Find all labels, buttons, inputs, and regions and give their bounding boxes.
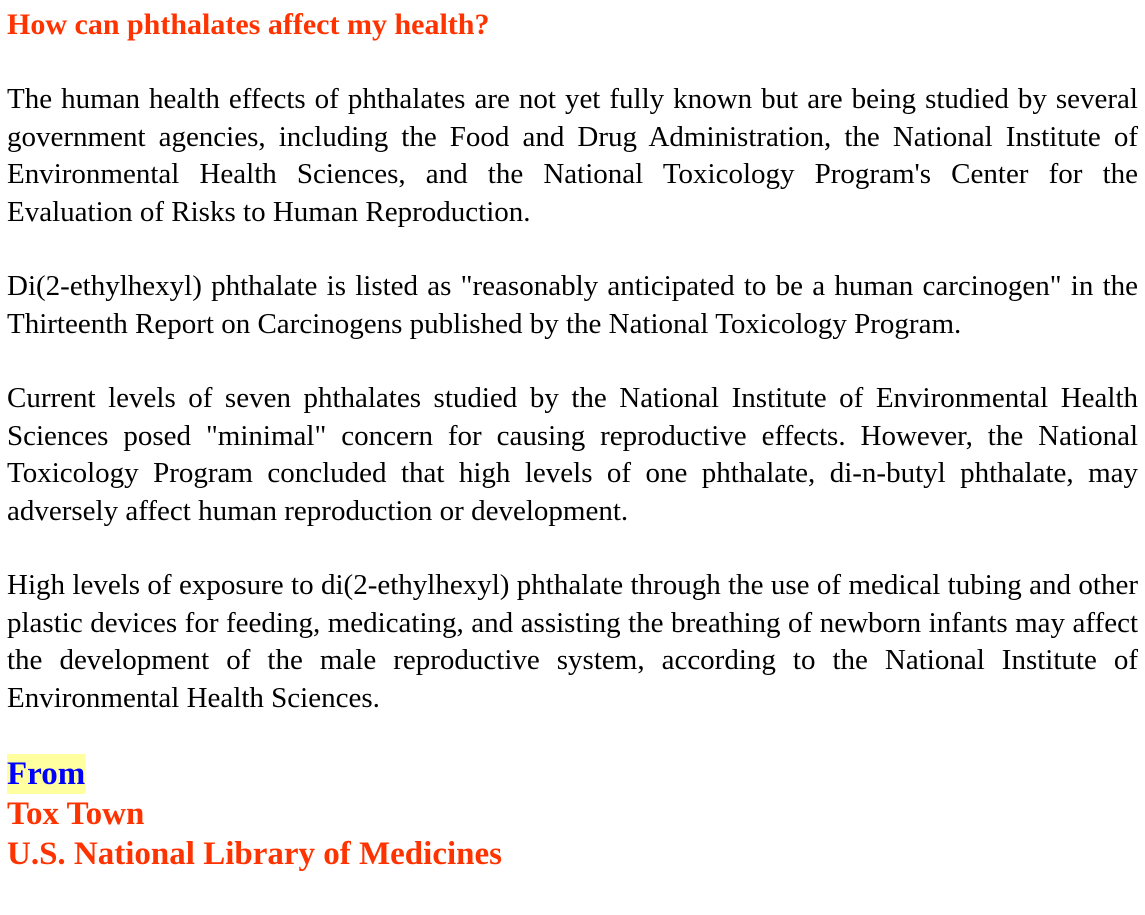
from-label: From — [7, 756, 86, 792]
source-attribution — [7, 754, 1138, 874]
paragraph-infant-exposure: High levels of exposure to di(2-ethylhexyl) phthalate through the use of medical tubing and other plastic devices for feeding, medicating, and assisting the breathing of newborn infants may affect the development of the male reproductive system, according to the National Institute of Environmental Health Sciences. — [7, 569, 1138, 714]
paragraph-carcinogen-listing: Di(2-ethylhexyl) phthalate is listed as "reasonably anticipated to be a human carcinogen" in the Thirteenth Report on Carcinogens published by the National Toxicology Program. — [7, 270, 1138, 340]
paragraph-reproductive-concern: Current levels of seven phthalates studied by the National Institute of Environmental Health Sciences posed "minimal" concern for causing reproductive effects. However, the National Toxicology Program concluded that high levels of one phthalate, di-n-butyl phthalate, may adversely affect human reproduction or development. — [7, 382, 1138, 527]
source-publisher: U.S. National Library of Medicines — [7, 836, 502, 872]
source-name: Tox Town — [7, 796, 145, 832]
page-title: How can phthalates affect my health? — [7, 8, 490, 41]
paragraph-health-effects-studies: The human health effects of phthalates are not yet fully known but are being studied by several government agencies, including the Food and Drug Administration, the National Institute of Environmental Health Sciences, and the National Toxicology Program's Center for the Evaluation of Risks to Human Reproduction. — [7, 83, 1138, 228]
